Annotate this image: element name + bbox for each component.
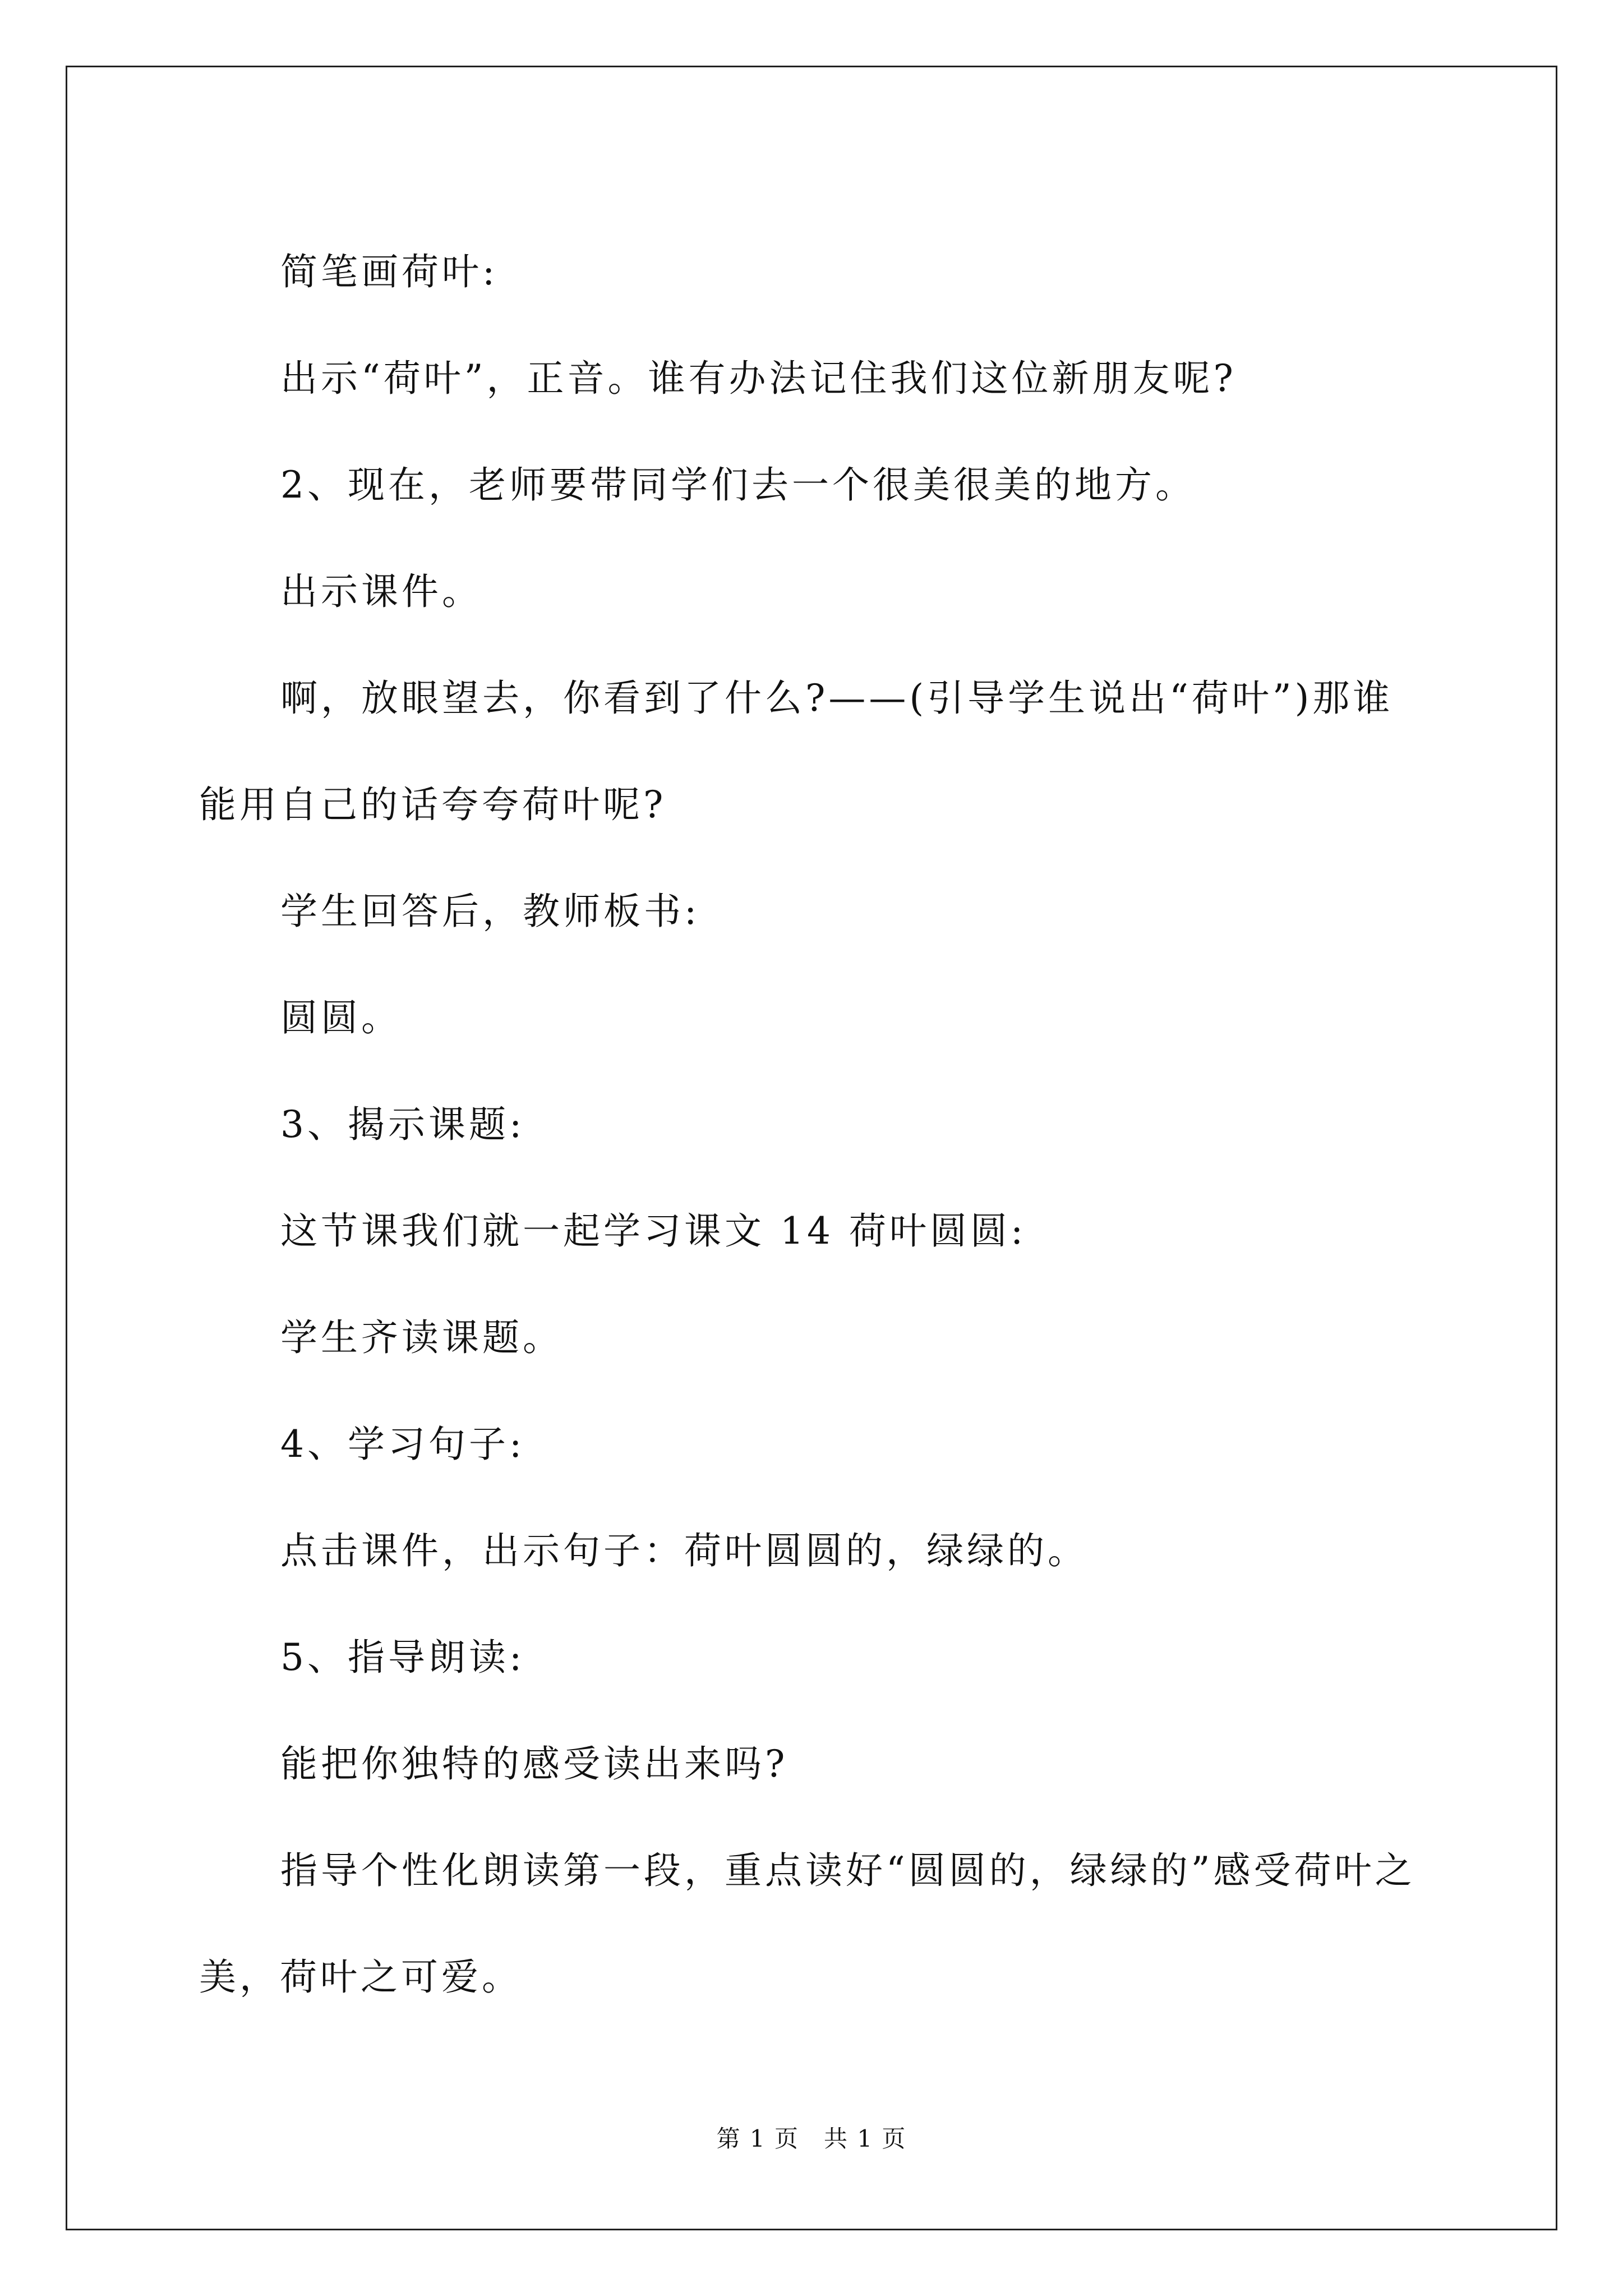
paragraph: 5、指导朗读: [280,1636,525,1679]
document-body [199,219,1433,2031]
page-footer: 第 1 页 共 1 页 [716,2125,907,2152]
paragraph: 这节课我们就一起学习课文 14 荷叶圆圆: [280,1209,1027,1253]
paragraph: 能把你独特的感受读出来吗? [280,1742,789,1786]
paragraph: 学生齐读课题。 [280,1316,563,1359]
paragraph: 学生回答后，教师板书: [280,890,700,933]
paragraph: 指导个性化朗读第一段，重点读好“圆圆的，绿绿的”感受荷叶之美，荷叶之可爱。 [199,1849,1415,1999]
paragraph: 简笔画荷叶: [280,250,499,293]
paragraph: 出示课件。 [280,570,482,613]
paragraph: 啊，放眼望去，你看到了什么?——(引导学生说出“荷叶”)那谁能用自己的话夸夸荷叶呢? [199,677,1394,826]
paragraph: 2、现在，老师要带同学们去一个很美很美的地方。 [280,463,1196,507]
paragraph: 4、学习句子: [280,1423,525,1466]
paragraph: 圆圆。 [280,996,402,1039]
paragraph: 点击课件，出示句子：荷叶圆圆的，绿绿的。 [280,1529,1088,1572]
paragraph: 3、揭示课题: [280,1103,525,1146]
paragraph: 出示“荷叶”，正音。谁有办法记住我们这位新朋友呢? [280,357,1237,400]
